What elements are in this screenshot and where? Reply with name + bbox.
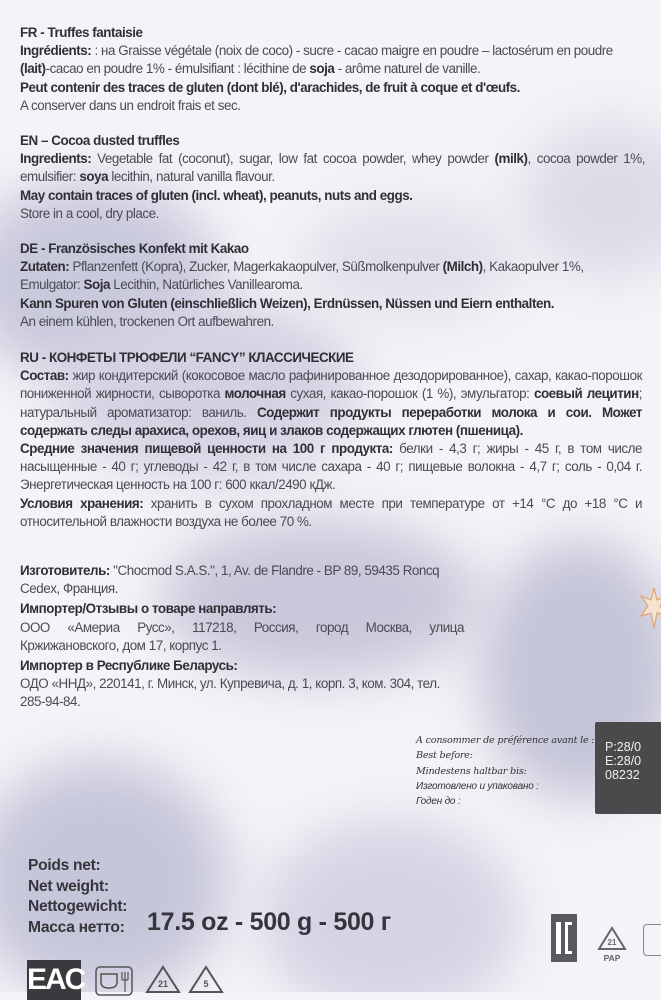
ru-ingredients-text-3: ; натуральный ароматизатор: ваниль. bbox=[20, 386, 642, 420]
date-label-fr: A consommer de préférence avant le : bbox=[416, 735, 595, 746]
net-weight-value: 17.5 oz - 500 g - 500 г bbox=[147, 908, 391, 936]
en-allergen-soy: soya bbox=[79, 169, 109, 185]
fr-allergen-milk: (lait) bbox=[20, 61, 46, 77]
ru-allergen-soy: соевый лецитин bbox=[533, 386, 639, 402]
best-before-labels bbox=[416, 733, 594, 809]
fr-allergens: Peut contenir des traces de gluten (dont blé), d'arachides, de fruit à coque et d'œufs. bbox=[20, 79, 520, 95]
en-storage: Store in a cool, dry place. bbox=[20, 205, 159, 221]
en-title: EN – Cocoa dusted truffles bbox=[20, 133, 180, 148]
section-fr bbox=[20, 24, 645, 115]
food-safe-right-icon bbox=[643, 924, 661, 956]
date-label-de: Mindestens haltbar bis: bbox=[416, 765, 527, 777]
recycle-21-icon bbox=[143, 964, 183, 994]
ru-ingredients bbox=[20, 367, 642, 440]
importer-by-text: ОДО «ННД», 220141, г. Минск, ул. Купревича, д. 1, корп. 3, ком. 304, тел. 285-94-84. bbox=[20, 676, 440, 710]
en-ingredients bbox=[20, 150, 645, 186]
date-label-en: Best before: bbox=[416, 750, 473, 762]
section-en bbox=[20, 132, 645, 223]
weight-label-ru: Масса нетто: bbox=[28, 918, 125, 936]
stamp-lot: 08232 bbox=[605, 768, 640, 782]
fr-title: FR - Truffes fantaisie bbox=[20, 25, 143, 40]
en-ingredients-text-2: , cocoa powder 1%, emulsifier: bbox=[20, 151, 645, 185]
section-companies bbox=[20, 562, 464, 712]
svg-text:PAP: PAP bbox=[603, 953, 621, 963]
fr-ingredients-text: : на Graisse végétale (noix de coco) - sucre - cacao maigre en poudre – lactosérum en poudre bbox=[91, 43, 613, 59]
ru-storage bbox=[20, 495, 642, 531]
de-ingredients-text: Pflanzenfett (Kopra), Zucker, Magerkakaopulver, Süßmolkenpulver bbox=[69, 259, 443, 275]
ru-storage-text: хранить в сухом прохладном месте при температуре от +14 °C до +18 °C и относительной влажности воздуха не более 70 %. bbox=[20, 495, 643, 529]
ru-nutrition-text: белки - 4,3 г; жиры - 45 г, в том числе насыщенные - 40 г; углеводы - 42 г, в том числе сахара - 40 г; пищевые волокна - 4,7 г; соль - 0,04 г. Энергетическая ценность на 100 г: 600 ккал/2490 кДж. bbox=[20, 441, 642, 493]
weight-label-en: Net weight: bbox=[28, 877, 109, 895]
weight-label-de: Nettogewicht: bbox=[28, 898, 128, 915]
importer-text: ООО «Америа Русс», 117218, Россия, город Москва, улица Кржижановского, дом 17, корпус 1. bbox=[20, 619, 464, 653]
section-de bbox=[20, 240, 645, 331]
manufacturer bbox=[20, 562, 464, 598]
net-weight-labels bbox=[28, 856, 127, 938]
fr-ingredients-text-3: - arôme naturel de vanille. bbox=[334, 61, 481, 77]
ru-nutrition-label: Средние значения пищевой ценности на 100 г продукта: bbox=[20, 441, 393, 457]
ru-storage-label: Условия хранения: bbox=[20, 495, 144, 511]
fr-allergen-soy: soja bbox=[309, 61, 335, 77]
de-title: DE - Französisches Konfekt mit Kakao bbox=[20, 241, 249, 256]
ru-ingredients-text: жир кондитерский (кокосовое масло рафинированное дезодорированное), сахар, какао-порошок пониженной жирности, сыворотка bbox=[20, 368, 642, 402]
fr-ingredients-label: Ingrédients: bbox=[20, 43, 92, 59]
fr-storage: A conserver dans un endroit frais et sec. bbox=[20, 97, 241, 113]
svg-text:21: 21 bbox=[607, 938, 617, 947]
importer-by-label: Импортер в Республике Беларусь: bbox=[20, 658, 238, 674]
de-ingredients bbox=[20, 258, 645, 294]
ru-allergen-milk: молочная bbox=[224, 386, 286, 402]
fr-ingredients-text-2: -cacao en poudre 1% - émulsifiant : lécithine de bbox=[45, 61, 310, 77]
en-ingredients-label: Ingredients: bbox=[20, 151, 92, 167]
date-label-ru-made: Изготовлено и упаковано : bbox=[416, 780, 539, 792]
de-allergen-milk: (Milch) bbox=[442, 259, 483, 275]
ru-nutrition bbox=[20, 440, 642, 495]
recycle-pap-icon bbox=[595, 925, 629, 967]
de-allergens: Kann Spuren von Gluten (einschließlich Weizen), Erdnüssen, Nüssen und Eiern enthalten. bbox=[20, 295, 554, 311]
stamp-expiry: E:28/0 bbox=[605, 754, 642, 768]
en-ingredients-text-3: lecithin, natural vanilla flavour. bbox=[108, 169, 275, 185]
manufacturer-label: Изготовитель: bbox=[20, 563, 110, 578]
stamp-production: P:28/0 bbox=[605, 740, 642, 754]
ru-ingredients-label: Состав: bbox=[20, 368, 69, 384]
ru-allergens: Содержит продукты переработки молока и сои. Может содержать следы арахиса, орехов, яиц и злаков содержащих глютен (пшеница). bbox=[20, 404, 642, 438]
eac-mark-right-icon bbox=[551, 914, 577, 962]
importer-label: Импортер/Отзывы о товаре направлять: bbox=[20, 601, 277, 617]
ru-title: RU - КОНФЕТЫ ТРЮФЕЛИ “FANCY” КЛАССИЧЕСКИЕ bbox=[20, 350, 354, 365]
eac-mark-icon: EAC bbox=[27, 960, 81, 1000]
en-allergens: May contain traces of gluten (incl. wheat), peanuts, nuts and eggs. bbox=[20, 187, 413, 203]
de-ingredients-text-3: Lecithin, Natürliches Vanillearoma. bbox=[110, 277, 303, 293]
date-label-ru-best: Годен до : bbox=[416, 796, 461, 808]
svg-text:21: 21 bbox=[157, 979, 169, 989]
de-storage: An einem kühlen, trockenen Ort aufbewahren. bbox=[20, 313, 274, 329]
fr-ingredients bbox=[20, 42, 645, 78]
de-allergen-soy: Soja bbox=[83, 277, 111, 293]
de-ingredients-text-2: , Kakaopulver 1%, Emulgator: bbox=[20, 259, 584, 293]
en-ingredients-text: Vegetable fat (coconut), sugar, low fat cocoa powder, whey powder bbox=[91, 151, 495, 167]
date-stamp bbox=[595, 722, 661, 814]
weight-label-fr: Poids net: bbox=[28, 857, 101, 874]
ru-ingredients-text-2: сухая, какао-порошок (1 %), эмульгатор: bbox=[285, 386, 534, 402]
star-icon bbox=[639, 588, 661, 628]
section-ru bbox=[20, 349, 642, 531]
manufacturer-text: "Chocmod S.A.S.", 1, Av. de Flandre - BP 89, 59435 Roncq Cedex, Франция. bbox=[20, 563, 440, 597]
recycle-5-icon bbox=[186, 964, 226, 994]
svg-text:5: 5 bbox=[203, 979, 209, 989]
en-allergen-milk: (milk) bbox=[494, 151, 528, 167]
de-ingredients-label: Zutaten: bbox=[20, 259, 70, 275]
